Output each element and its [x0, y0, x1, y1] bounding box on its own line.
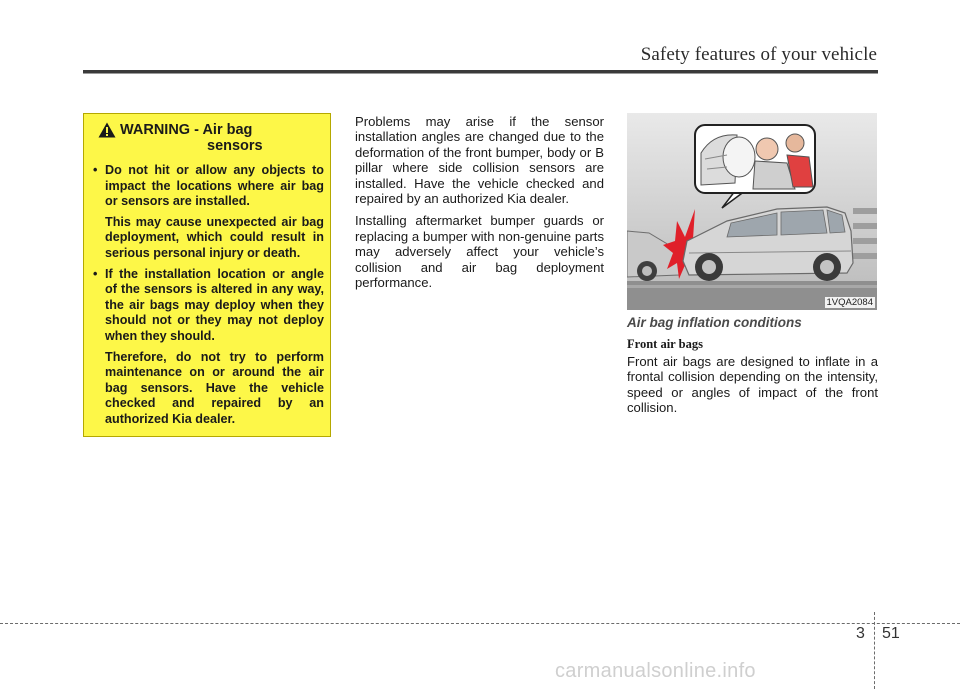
collision-illustration-graphic	[627, 113, 877, 310]
warning-heading	[120, 122, 325, 154]
page-number: 51	[882, 625, 900, 642]
warning-list-item	[92, 267, 324, 428]
body-paragraph: Installing aftermarket bumper guards or replacing a bumper with non-genuine parts may adversely affect your vehicle’s collision and air bag deployment performance.	[355, 213, 604, 291]
section-title: Air bag inflation conditions	[627, 315, 802, 330]
body-paragraph: Problems may arise if the sensor installation angles are changed due to the deformation of the front bumper, body or B pillar where side collision sensors are installed. Have the vehicle checked and repaired by an authorized Kia dealer.	[355, 114, 604, 207]
warning-title-line2: sensors	[207, 138, 263, 154]
body-column-2	[355, 114, 604, 297]
warning-title-line1: Air bag	[202, 122, 253, 138]
bullet-icon: •	[93, 163, 98, 177]
page-header-title: Safety features of your vehicle	[640, 44, 877, 65]
footer-divider	[874, 612, 875, 689]
warning-label: WARNING -	[120, 122, 199, 138]
illustration-code: 1VQA2084	[826, 297, 873, 308]
sub-title: Front air bags	[627, 337, 703, 351]
collision-illustration	[627, 113, 877, 310]
warning-list	[92, 163, 324, 428]
warning-box	[83, 113, 331, 437]
chapter-number: 3	[856, 625, 865, 642]
body-paragraph: Front air bags are designed to inflate in a frontal collision depending on the intensity, speed or angles of impact of the front collision.	[627, 354, 878, 416]
footer-rule	[0, 623, 960, 624]
warning-paragraph: Do not hit or allow any objects to impact the locations where air bag or sensors are installed.	[105, 163, 324, 209]
body-column-3	[627, 315, 878, 416]
warning-list-item	[92, 163, 324, 262]
warning-paragraph: Therefore, do not try to perform maintenance on or around the air bag sensors. Have the vehicle checked and repaired by an authorized Kia dealer.	[105, 349, 324, 426]
header-rule-thin	[83, 73, 878, 74]
warning-paragraph: If the installation location or angle of the sensors is altered in any way, the air bags may deploy when they should not or they may not deploy when they should.	[105, 266, 324, 343]
warning-paragraph: This may cause unexpected air bag deployment, which could result in serious personal injury or death.	[105, 214, 324, 260]
warning-triangle-icon	[98, 122, 116, 138]
watermark: carmanualsonline.info	[555, 660, 756, 682]
bullet-icon: •	[93, 266, 98, 281]
